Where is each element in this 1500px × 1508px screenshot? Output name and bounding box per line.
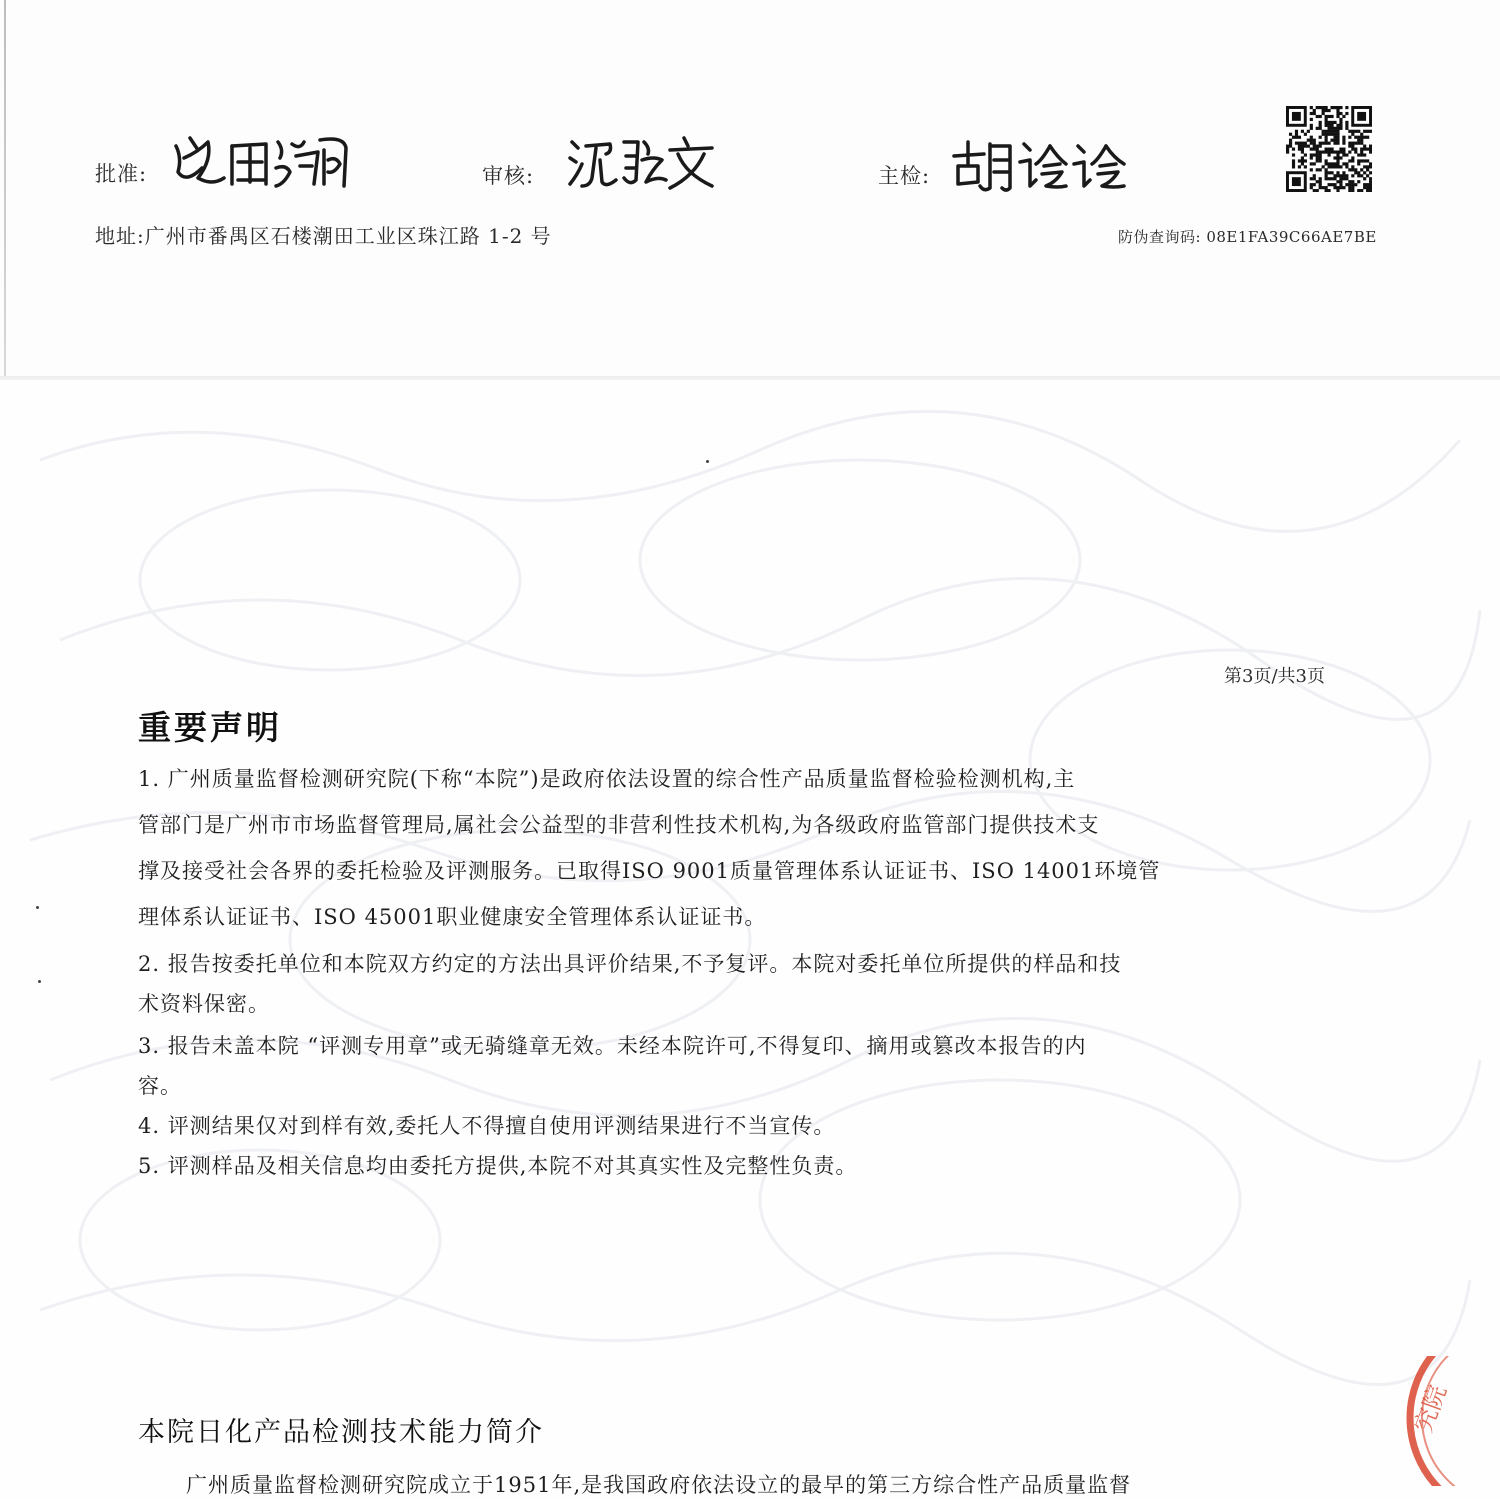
intro-title: 本院日化产品检测技术能力简介	[138, 1417, 544, 1448]
previous-page-footer	[0, 0, 1500, 380]
statement-item-1	[138, 756, 1160, 940]
statement-item-1-line: 1. 广州质量监督检测研究院(下称“本院”)是政府依法设置的综合性产品质量监督检验检测机构,主	[138, 767, 1076, 791]
statement-item-1-line: 理体系认证证书、ISO 45001职业健康安全管理体系认证证书。	[138, 905, 767, 929]
inspect-label: 主检:	[878, 164, 931, 188]
statement-item-2-line: 2. 报告按委托单位和本院双方约定的方法出具评价结果,不予复评。本院对委托单位所提供的样品和技	[138, 952, 1122, 976]
statement-item-5: 5. 评测样品及相关信息均由委托方提供,本院不对其真实性及完整性负责。	[138, 1154, 858, 1178]
approve-signature	[168, 128, 358, 194]
inspect-signature	[950, 134, 1130, 194]
scan-speck	[38, 980, 41, 983]
sheet-edge	[4, 0, 6, 380]
review-signature	[566, 130, 716, 196]
address-line: 地址:广州市番禺区石楼潮田工业区珠江路 1-2 号	[95, 224, 552, 248]
statement-item-2	[138, 944, 1121, 1024]
page-indicator: 第3页/共3页	[1224, 666, 1325, 687]
statement-item-1-line: 撑及接受社会各界的委托检验及评测服务。已取得ISO 9001质量管理体系认证证书、ISO 14001环境管	[138, 859, 1161, 883]
intro-first-line: 广州质量监督检测研究院成立于1951年,是我国政府依法设立的最早的第三方综合性产品质量监督	[186, 1473, 1132, 1497]
review-label: 审核:	[482, 164, 535, 188]
svg-text:究院: 究院	[1409, 1381, 1453, 1437]
security-watermark	[0, 380, 1500, 1500]
scan-speck	[36, 906, 39, 909]
scan-speck	[706, 460, 709, 463]
statement-item-3	[138, 1026, 1087, 1106]
qr-code-icon	[1286, 106, 1372, 192]
statement-item-4: 4. 评测结果仅对到样有效,委托人不得擅自使用评测结果进行不当宣传。	[138, 1114, 836, 1138]
statement-item-3-line: 容。	[138, 1074, 182, 1098]
statement-item-3-line: 3. 报告未盖本院 “评测专用章”或无骑缝章无效。未经本院许可,不得复印、摘用或篡改本报告的内	[138, 1034, 1087, 1058]
statement-item-2-line: 术资料保密。	[138, 992, 270, 1016]
anti-counterfeit-code: 防伪查询码: 08E1FA39C66AE7BE	[1118, 228, 1377, 246]
statement-item-1-line: 管部门是广州市市场监督管理局,属社会公益型的非营利性技术机构,为各级政府监管部门提供技术支	[138, 813, 1100, 837]
approve-label: 批准:	[95, 162, 148, 186]
statement-title: 重要声明	[138, 708, 282, 747]
official-seal	[1400, 1356, 1500, 1486]
